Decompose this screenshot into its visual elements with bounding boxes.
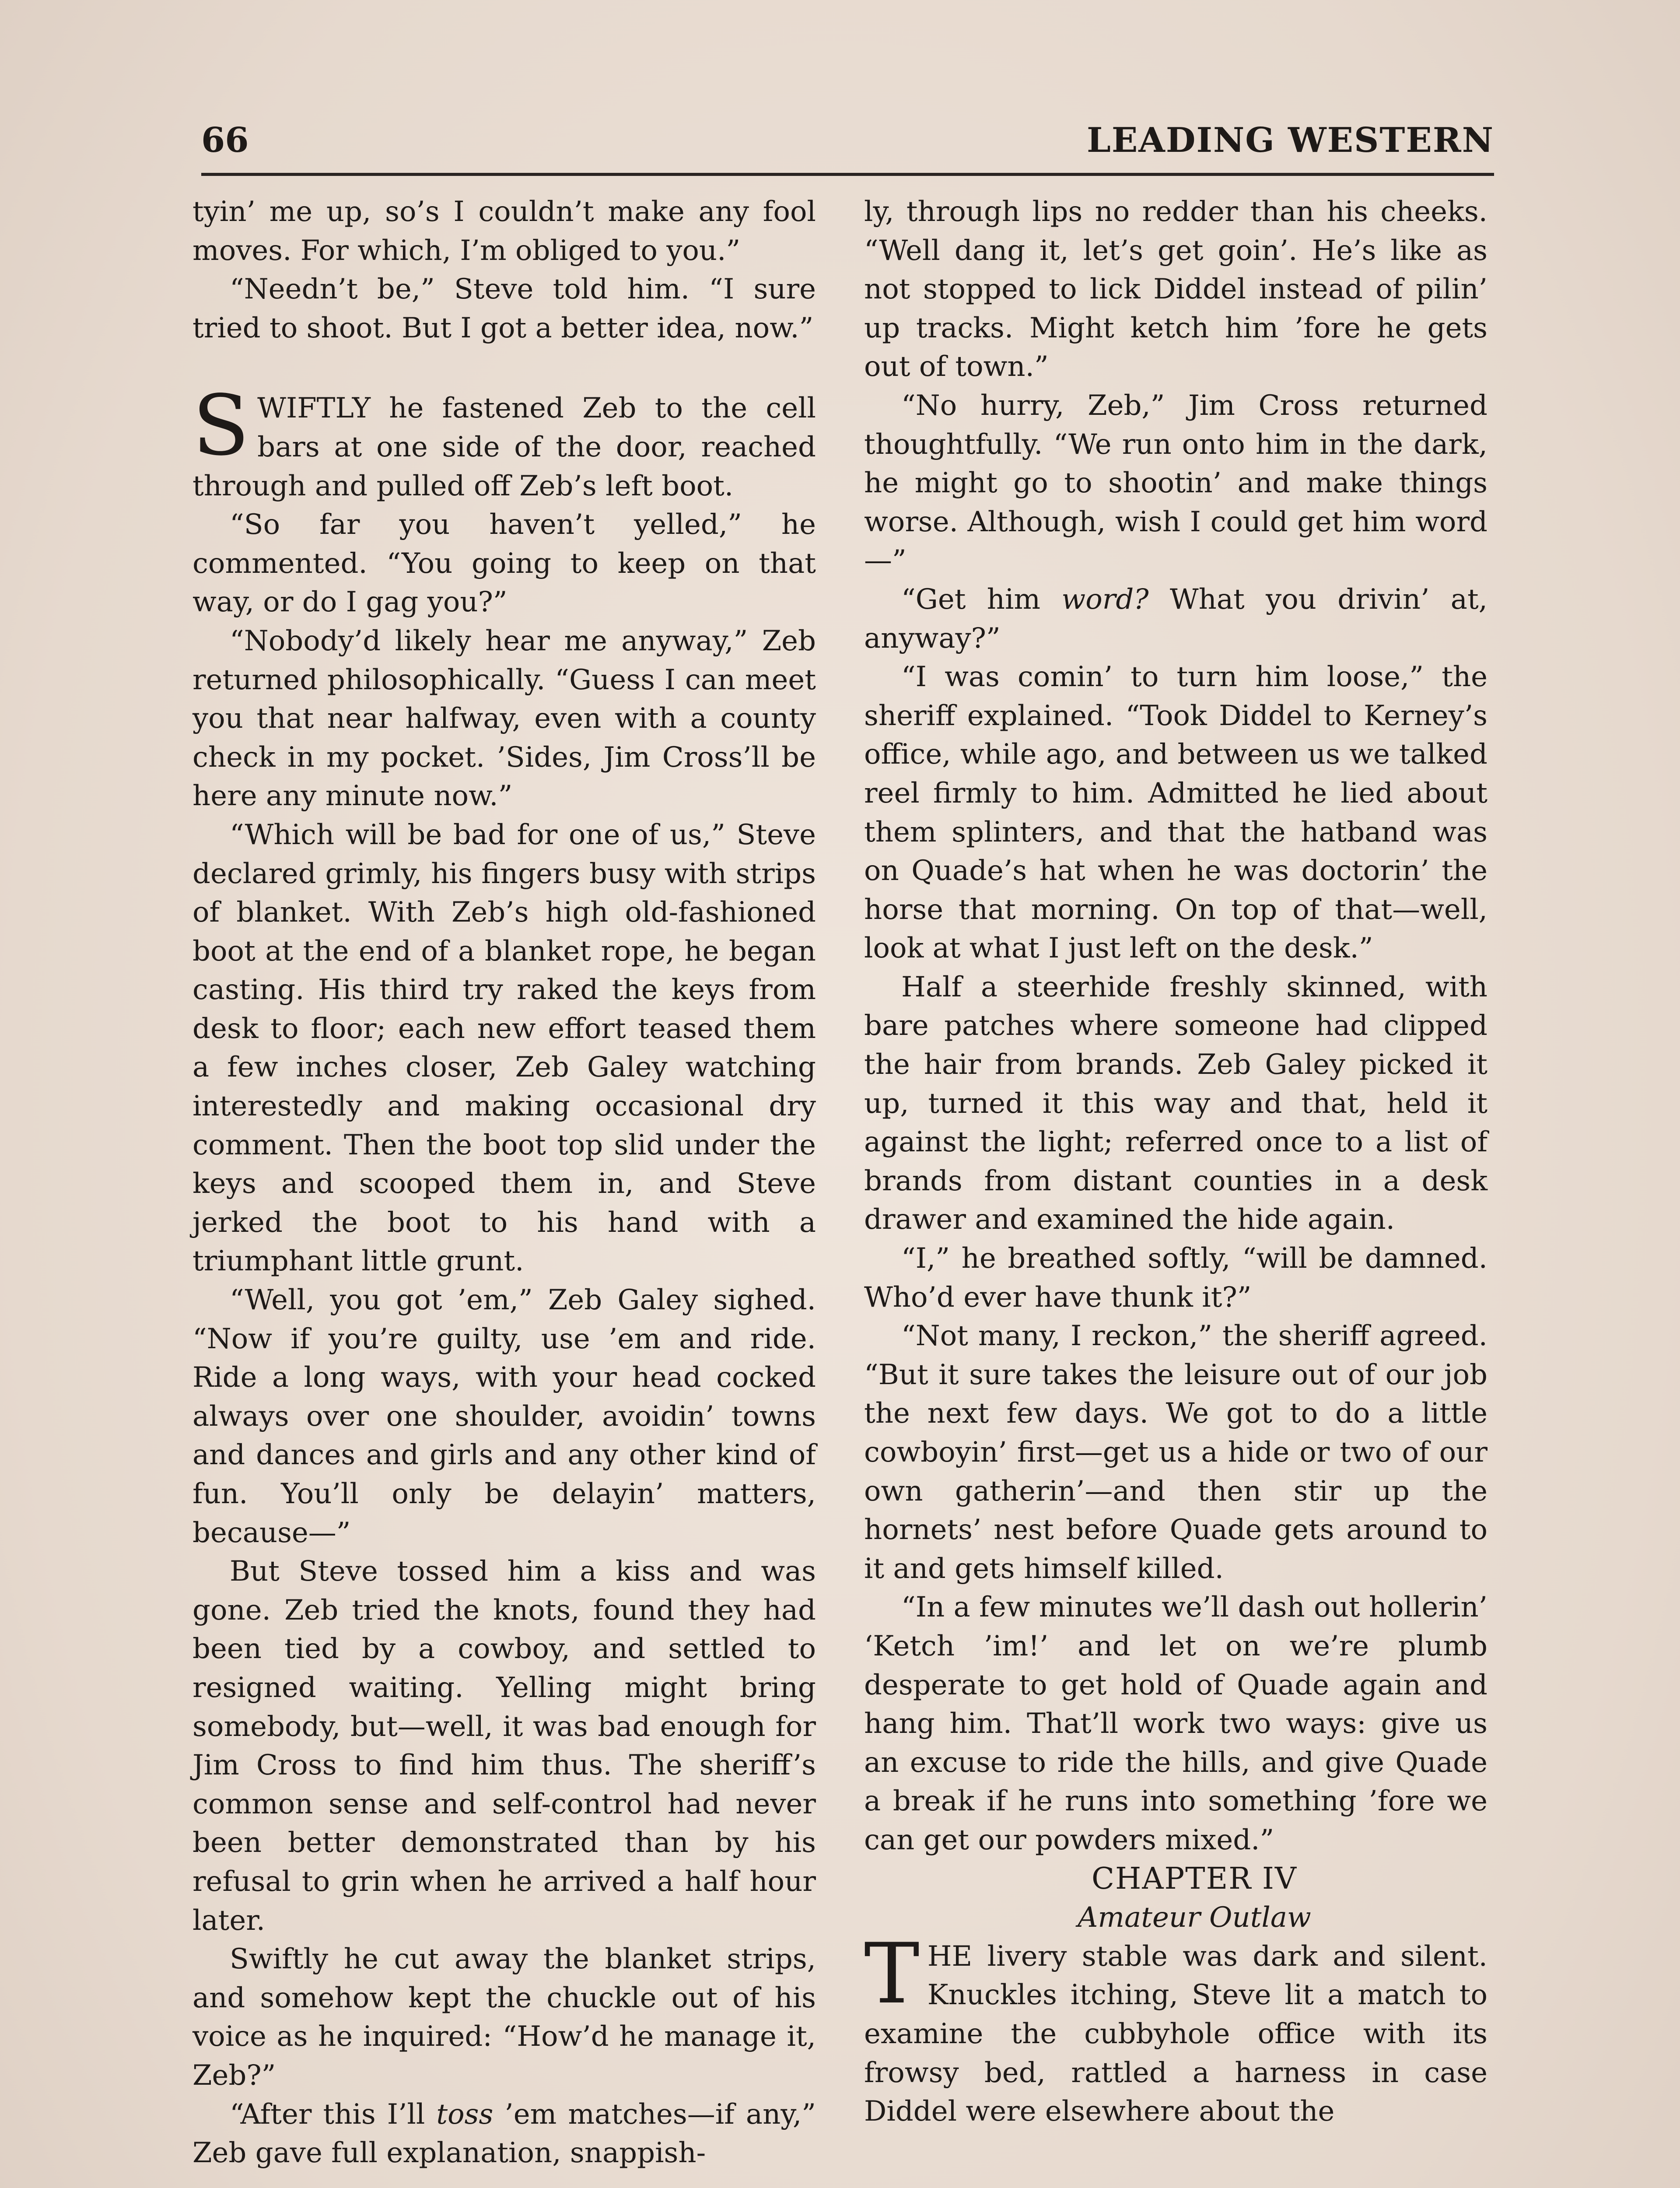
right-column	[864, 193, 1488, 2131]
chapter-subtitle: Amateur Outlaw	[1078, 1901, 1311, 1934]
chapter-heading: CHAPTER IV	[1092, 1861, 1297, 1896]
paragraph-text: “Get him	[901, 583, 1062, 616]
paragraph-dropcap	[192, 377, 816, 505]
paragraph	[192, 2095, 816, 2173]
paragraph: “In a few minutes we’ll dash out hollerin’ ‘Ketch ’im!’ and let on we’re plumb desperate to get hold of Quade again and hang him. That’ll work two ways: give us an excuse to ride the hills, and give Quade a break if he runs into something ’fore we can get our powders mixed.”	[864, 1591, 1488, 1856]
paragraph-text: HE livery stable was dark and silent. Knuckles itching, Steve lit a match to examine the cubbyhole office with its frowsy bed, rattled a harness in case Diddel were elsewhere about the	[864, 1940, 1488, 2128]
paragraph: “I was comin’ to turn him loose,” the sheriff explained. “Took Diddel to Kerney’s office, while ago, and between us we talked reel firmly to him. Admitted he lied about them splinters, and that the hatband was on Quade’s hat when he was doctorin’ the horse that morning. On top of that—well, look at what I just left on the desk.”	[864, 661, 1488, 965]
paragraph: “Well, you got ’em,” Zeb Galey sighed. “Now if you’re guilty, use ’em and ride. Ride a long ways, with your head cocked always over one shoulder, avoidin’ towns and dances and girls and any other kind of fun. You’ll only be delayin’ matters, because—”	[192, 1284, 816, 1549]
paragraph-text: “After this I’ll	[230, 2098, 437, 2131]
paragraph-text: What you drivin’ at, anyway?”	[864, 583, 1488, 655]
paragraph-italic: toss	[436, 2098, 494, 2131]
page-number: 66	[201, 120, 249, 160]
paragraph: “Needn’t be,” Steve told him. “I sure tried to shoot. But I got a better idea, now.”	[192, 273, 816, 344]
magazine-title: LEADING WESTERN	[1087, 120, 1494, 160]
paragraph: “Nobody’d likely hear me anyway,” Zeb returned philosophically. “Guess I can meet you that near halfway, even with a county check in my pocket. ’Sides, Jim Cross’ll be here any minute now.”	[192, 624, 816, 813]
page-header	[201, 120, 1494, 176]
paragraph: “So far you haven’t yelled,” he commented. “You going to keep on that way, or do I gag you?”	[192, 508, 816, 619]
paragraph-dropcap	[864, 1925, 1488, 2131]
drop-cap: T	[864, 1925, 920, 2022]
paragraph: tyin’ me up, so’s I couldn’t make any fool moves. For which, I’m obliged to you.”	[192, 196, 816, 267]
left-column	[192, 193, 816, 2173]
paragraph-italic: word?	[1061, 583, 1149, 616]
paragraph: “Not many, I reckon,” the sheriff agreed. “But it sure takes the leisure out of our job the next few days. We got to do a little cowboyin’ first—get us a hide or two of our own gatherin’—and then stir up the hornets’ nest before Quade gets around to it and gets himself killed.	[864, 1320, 1488, 1585]
paragraph: Swiftly he cut away the blanket strips, and somehow kept the chuckle out of his voice as he inquired: “How’d he manage it, Zeb?”	[192, 1943, 816, 2092]
paragraph: ly, through lips no redder than his cheeks. “Well dang it, let’s get goin’. He’s like as not stopped to lick Diddel instead of pilin’ up tracks. Might ketch him ’fore he gets out of town.”	[864, 196, 1488, 383]
paragraph: “No hurry, Zeb,” Jim Cross returned thoughtfully. “We run onto him in the dark, he might go to shootin’ and make things worse. Although, wish I could get him word—”	[864, 389, 1488, 577]
paragraph: But Steve tossed him a kiss and was gone. Zeb tried the knots, found they had been tied by a cowboy, and settled to resigned waiting. Yelling might bring somebody, but—well, it was bad enough for Jim Cross to find him thus. The sheriff’s common sense and self-control had never been better demonstrated than by his refusal to grin when he arrived a half hour later.	[192, 1555, 816, 1937]
drop-cap: S	[192, 377, 250, 474]
paragraph-text: WIFTLY he fastened Zeb to the cell bars at one side of the door, reached through and pulled off Zeb’s left boot.	[192, 392, 816, 502]
paragraph: “Which will be bad for one of us,” Steve declared grimly, his fingers busy with strips of blanket. With Zeb’s high old-fashioned boot at the end of a blanket rope, he began casting. His third try raked the keys from desk to floor; each new effort teased them a few inches closer, Zeb Galey watching interestedly and making occasional dry comment. Then the boot top slid under the keys and scooped them in, and Steve jerked the boot to his hand with a triumphant little grunt.	[192, 818, 816, 1278]
paragraph-text: ’em matches—if any,” Zeb gave full explanation, snappish-	[192, 2098, 816, 2170]
paragraph: Half a steerhide freshly skinned, with bare patches where someone had clipped the hair from brands. Zeb Galey picked it up, turned it this way and that, held it against the light; referred once to a list of brands from distant counties in a desk drawer and examined the hide again.	[864, 971, 1488, 1236]
paragraph	[864, 580, 1488, 658]
paragraph: “I,” he breathed softly, “will be damned. Who’d ever have thunk it?”	[864, 1242, 1488, 1314]
